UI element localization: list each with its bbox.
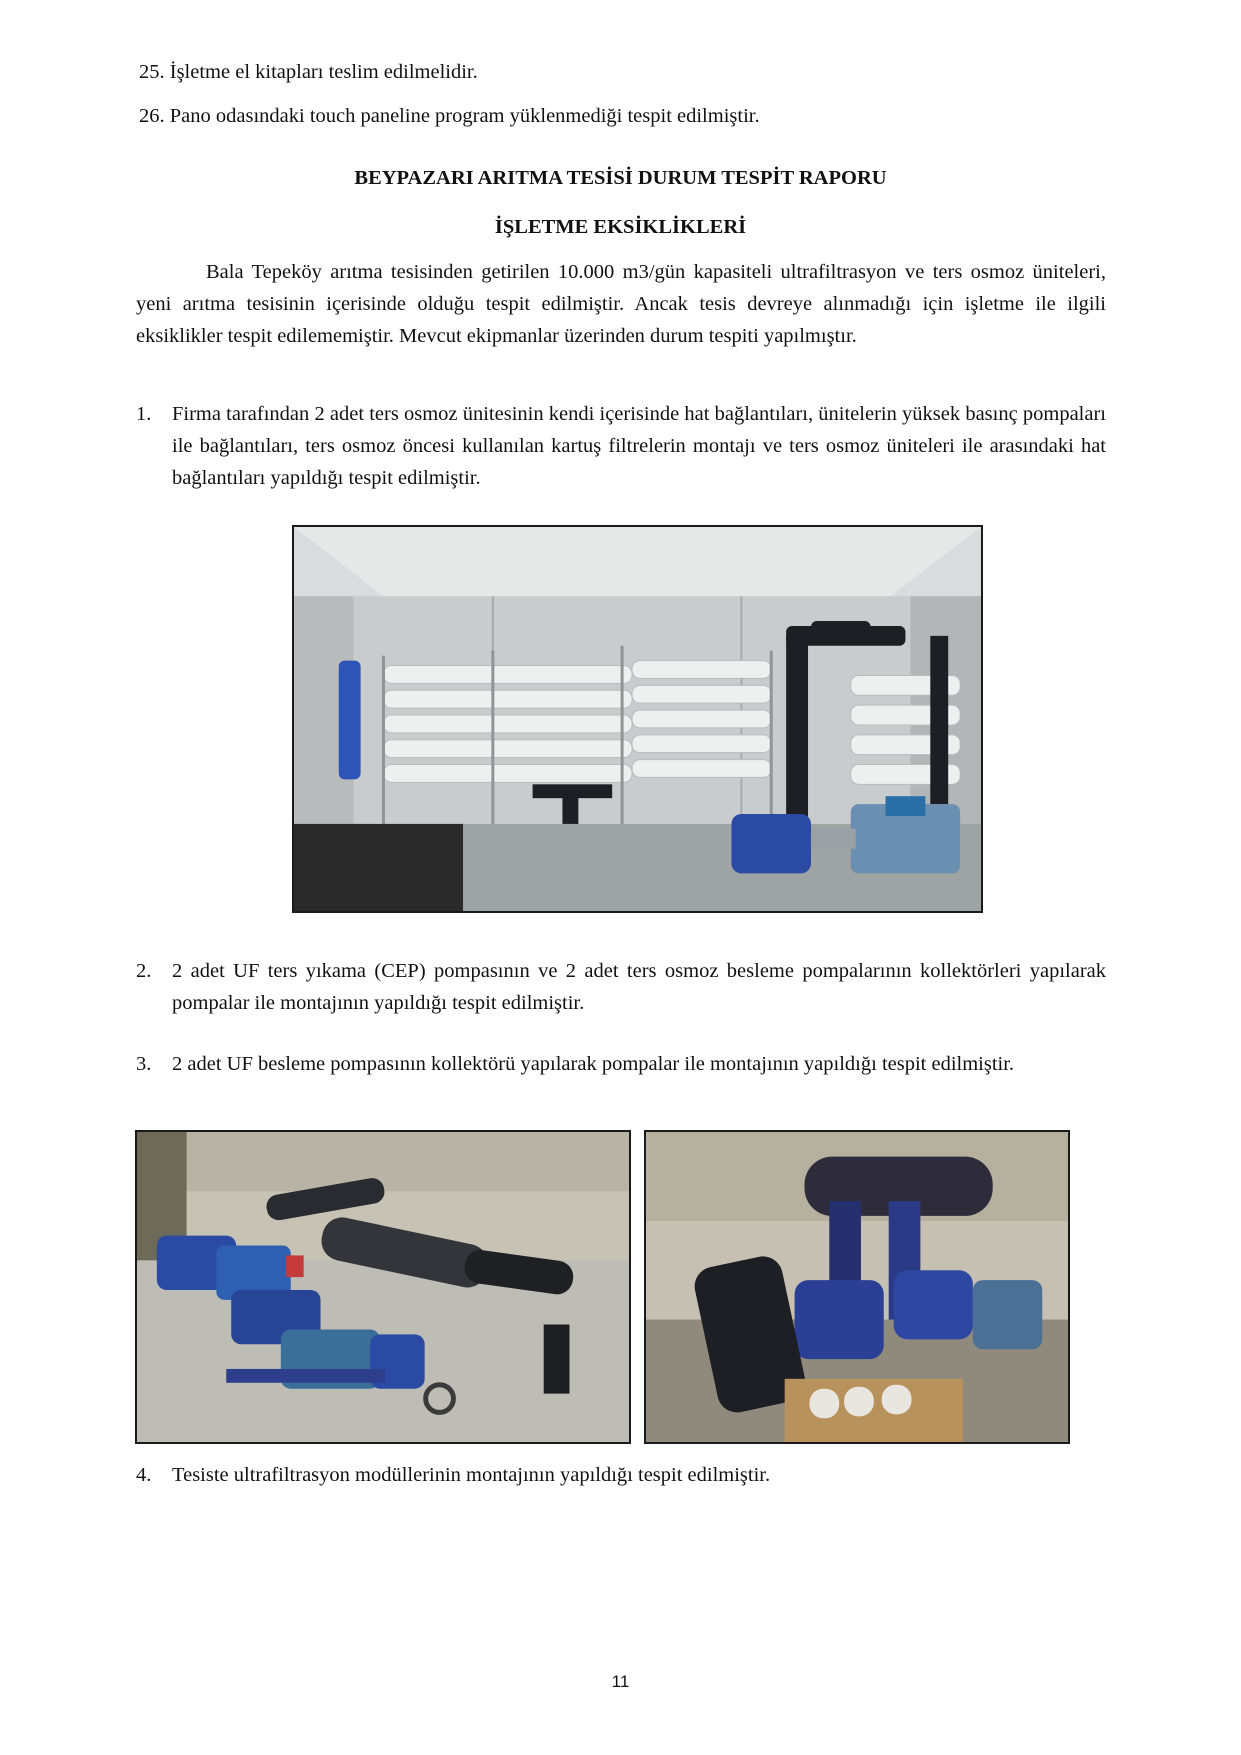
section-title: İŞLETME EKSİKLİKLERİ — [494, 216, 747, 238]
uf-pumps-photo — [135, 1130, 631, 1444]
list-item-text: Pano odasındaki touch paneline program yüklenmediği tespit edilmiştir. — [169, 105, 760, 127]
list-item-number: 26. — [139, 105, 165, 127]
item-text: Tesiste ultrafiltrasyon modüllerinin montajının yapıldığı tespit edilmiştir. — [172, 1464, 771, 1486]
ro-units-illustration — [294, 527, 981, 911]
numbered-item-4 — [136, 1459, 1106, 1491]
report-title: BEYPAZARI ARITMA TESİSİ DURUM TESPİT RAPORU — [354, 167, 887, 189]
collector-illustration — [646, 1132, 1068, 1442]
numbered-item-3 — [136, 1048, 1106, 1080]
item-number: 2. — [136, 960, 152, 982]
list-item — [139, 56, 478, 88]
item-text: Firma tarafından 2 adet ters osmoz ünitesinin kendi içerisinde hat bağlantıları, ünitelerin yüksek basınç pompaları ile bağlantıları, ters osmoz öncesi kullanılan kartuş filtrelerin montajı ve ters osmoz üniteleri ile arasındaki hat bağlantıları yapıldığı tespit edilmiştir. — [172, 403, 1106, 489]
list-item-number: 25. — [139, 61, 165, 83]
item-number: 4. — [136, 1464, 152, 1486]
collector-photo — [644, 1130, 1070, 1444]
list-item-text: İşletme el kitapları teslim edilmelidir. — [169, 61, 478, 83]
ro-units-photo — [292, 525, 983, 913]
list-item — [139, 100, 760, 132]
numbered-item-1 — [136, 398, 1106, 494]
item-text: 2 adet UF ters yıkama (CEP) pompasının ve 2 adet ters osmoz besleme pompalarının kollektörleri yapılarak pompalar ile montajının yapıldığı tespit edilmiştir. — [172, 960, 1106, 1014]
page-number: 11 — [611, 1672, 630, 1691]
numbered-item-2 — [136, 955, 1106, 1019]
intro-paragraph: Bala Tepeköy arıtma tesisinden getirilen 10.000 m3/gün kapasiteli ultrafiltrasyon ve ters osmoz üniteleri, yeni arıtma tesisinin içerisinde olduğu tespit edilmiştir. Ancak tesis devreye alınmadığı için işletme ile ilgili eksiklikler tespit edilememiştir. Mevcut ekipmanlar üzerinden durum tespiti yapılmıştır. — [136, 261, 1106, 347]
item-number: 3. — [136, 1053, 152, 1075]
uf-pumps-illustration — [137, 1132, 629, 1442]
item-number: 1. — [136, 403, 152, 425]
item-text: 2 adet UF besleme pompasının kollektörü yapılarak pompalar ile montajının yapıldığı tespit edilmiştir. — [172, 1053, 1015, 1075]
